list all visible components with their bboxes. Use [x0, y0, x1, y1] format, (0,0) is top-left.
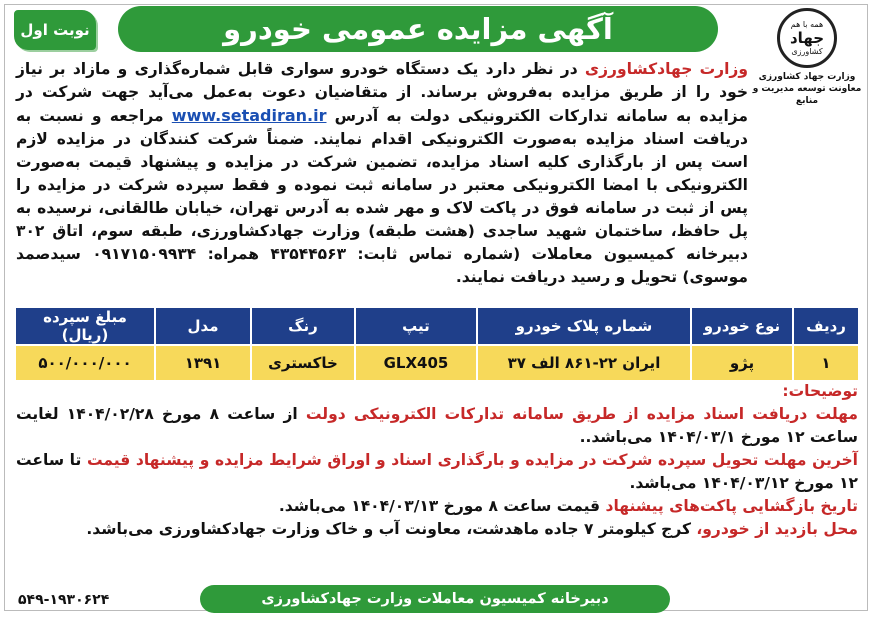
note4-text: کرج کیلومتر ۷ جاده ماهدشت، معاونت آب و خاک وزارت جهادکشاورزی می‌باشد.: [86, 520, 697, 538]
logo-main-text: جهاد: [789, 28, 825, 47]
note2-highlight: آخرین مهلت تحویل سپرده شرکت در مزایده و بارگذاری اسناد و اوراق شرایط مزایده و پیشنهاد قیمت: [86, 451, 858, 469]
badge-label: نوبت اول: [20, 21, 90, 39]
intro-text-part1: در نظر دارد یک دستگاه خودرو سواری قابل شماره‌گذاری و مازاد بر نیاز خود را از طریق مزایده به‌فروش برساند. از متقاضیان دعوت به‌عمل می‌آید جهت شرکت در مزایده به سامانه تدارکات الکترونیکی دولت به آدرس: [16, 60, 748, 125]
col-vehicle-type: نوع خودرو: [691, 307, 793, 345]
logo-sub-text: کشاورزی: [791, 46, 823, 56]
ad-title: آگهی مزایده عمومی خودرو: [223, 12, 613, 46]
col-plate-number: شماره پلاک خودرو: [477, 307, 691, 345]
col-year: مدل: [155, 307, 251, 345]
note-document-deadline: [16, 403, 858, 449]
cell-year: ۱۳۹۱: [155, 345, 251, 381]
setadiran-link[interactable]: www.setadiran.ir: [171, 106, 327, 125]
note-visit-location: [16, 518, 858, 541]
table-row: [15, 345, 859, 381]
note1-highlight: مهلت دریافت اسناد مزایده از طریق سامانه تدارکات الکترونیکی دولت: [305, 405, 859, 423]
organization-name: وزارت جهادکشاورزی: [584, 60, 748, 78]
note-opening-date: [16, 495, 858, 518]
intro-text-part2: مراجعه و نسبت به دریافت اسناد مزایده به‌صورت الکترونیکی اقدام نمایند. ضمناً شرکت کنندگان در مزایده لازم است پس از بارگذاری کلیه اسناد مزایده، تضمین شرکت در مزایده و پیشنهاد قیمت به‌صورت الکترونیکی با امضا الکترونیکی معتبر در سامانه ثبت نموده و فقط سپرده شرکت در مزایده را پس از ثبت در سامانه فوق در پاکت لاک و مهر شده به آدرس تهران، خیابان طالقانی، نرسیده به پل حافظ، ساختمان شهید ساجدی (هشت طبقه) وزارت جهادکشاورزی، طبقه سوم، اتاق ۳۰۲ دبیرخانه کمیسیون معاملات (شماره تماس ثابت: ۴۳۵۴۴۵۶۳ همراه: ۰۹۱۷۱۵۰۹۹۳۴ سیدصمد موسوی) تحویل و رسید دریافت نمایند.: [16, 107, 748, 286]
cell-vehicle-type: پژو: [691, 345, 793, 381]
col-deposit: مبلغ سپرده (ریال): [15, 307, 155, 345]
table-header-row: [15, 307, 859, 345]
note1-text: از ساعت ۸ مورخ ۱۴۰۴/۰۲/۲۸ لغایت ساعت ۱۲ مورخ ۱۴۰۴/۰۳/۱ می‌باشد..: [16, 405, 858, 446]
note4-highlight: محل بازدید از خودرو،: [696, 520, 858, 538]
note2-text: تا ساعت ۱۲ مورخ ۱۴۰۴/۰۳/۱۲ می‌باشد.: [16, 451, 858, 492]
notes-title: توضیحات:: [782, 382, 858, 400]
note3-text: قیمت ساعت ۸ مورخ ۱۴۰۴/۰۳/۱۳ می‌باشد.: [278, 497, 606, 515]
col-color: رنگ: [251, 307, 355, 345]
cell-color: خاکستری: [251, 345, 355, 381]
note-deposit-deadline: [16, 449, 858, 495]
intro-text: [16, 58, 748, 289]
title-banner: [118, 6, 718, 52]
cell-plate-number: ایران ۲۲-۸۶۱ الف ۳۷: [477, 345, 691, 381]
col-model-type: تیپ: [355, 307, 477, 345]
note3-highlight: تاریخ بازگشایی پاکت‌های پیشنهاد: [605, 497, 858, 515]
cell-deposit: ۵۰۰/۰۰۰/۰۰۰: [15, 345, 155, 381]
footer-text: دبیرخانه کمیسیون معاملات وزارت جهادکشاورزی: [261, 591, 609, 607]
footer-banner: [200, 585, 670, 613]
logo-caption-deputy: معاونت توسعه مدیریت و منابع: [752, 84, 862, 106]
cell-row-number: ۱: [793, 345, 859, 381]
col-row-number: ردیف: [793, 307, 859, 345]
intro-paragraph: [16, 58, 858, 289]
cell-model-type: GLX405: [355, 345, 477, 381]
notes-section: [16, 380, 858, 541]
ad-code: ۵۴۹-۱۹۳۰۶۲۴: [18, 592, 110, 608]
logo-top-text: همه با هم: [790, 19, 824, 29]
first-notice-badge: [14, 10, 96, 50]
logo-caption-ministry: وزارت جهاد کشاورزی: [758, 72, 856, 82]
vehicle-table: [14, 306, 860, 382]
